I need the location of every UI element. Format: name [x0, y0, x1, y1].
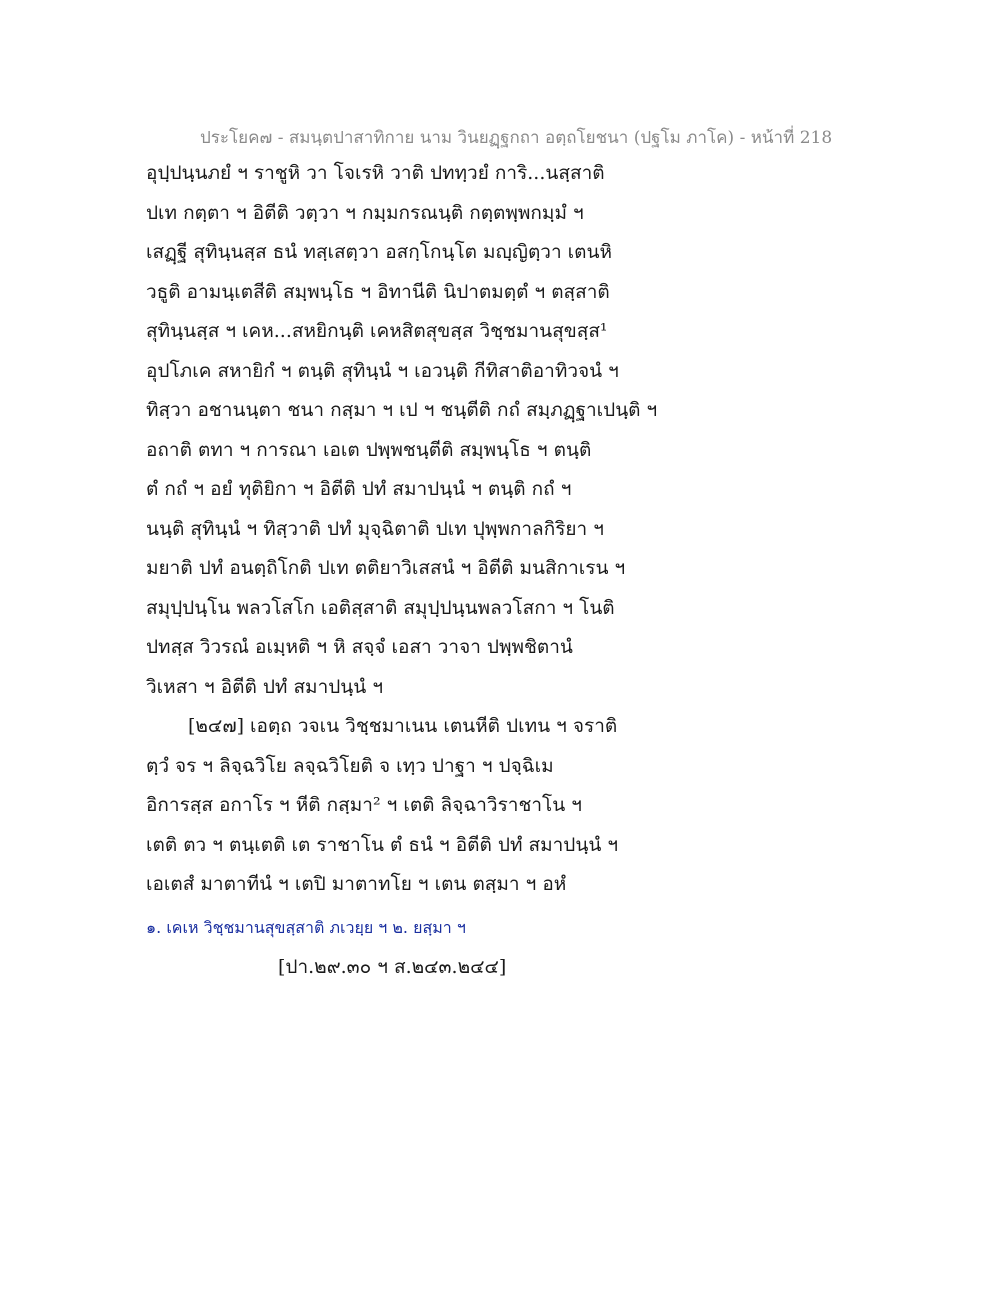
text-line: อุปโภเค สหายิกํ ฯ ตนฺติ สุทินฺนํ ฯ เอวนฺติ กีทิสาติอาทิวจนํ ฯ: [146, 359, 619, 382]
text-line: ตฺวํ จร ฯ ลิจฺฉวิโย ลจฺฉวิโยติ จ เทฺว ปาฐา ฯ ปจฺฉิเม: [146, 754, 554, 777]
page-reference: [ปา.๒๙.๓๐ ฯ ส.๒๔๓.๒๔๔]: [278, 956, 507, 978]
text-line: อถาติ ตทา ฯ การณา เอเต ปพฺพชนฺตีติ สมฺพนฺโธ ฯ ตนฺติ: [146, 438, 592, 461]
text-line: วธูติ อามนฺเตสีติ สมฺพนฺโธ ฯ อิทานีติ นิปาตมตฺตํ ฯ ตสฺสาติ: [146, 280, 610, 303]
text-line: นนฺติ สุทินฺนํ ฯ ทิสฺวาติ ปทํ มุจฺฉิตาติ ปเท ปุพฺพกาลกิริยา ฯ: [146, 517, 604, 540]
text-line: ปเท กตฺตา ฯ อิตีติ วตฺวา ฯ กมฺมกรณนฺติ กตฺตพฺพกมฺมํ ฯ: [146, 201, 584, 224]
text-line: อิการสฺส อกาโร ฯ หีติ กสฺมา² ฯ เตติ ลิจฺฉาวิราชาโน ฯ: [146, 794, 582, 816]
text-line: เสฏฺฐี สุทินฺนสฺส ธนํ ทสฺเสตฺวา อสกฺโกนฺโต มญฺญิตฺวา เตนหิ: [146, 241, 613, 263]
body-text: [146, 158, 706, 909]
text-line: สุทินฺนสฺส ฯ เคห...สหยิกนฺติ เคหสิตสุขสฺส วิชฺชมานสุขสฺส¹: [146, 320, 608, 342]
text-line: ทิสฺวา อชานนฺตา ชนา กสฺมา ฯ เป ฯ ชนฺตีติ กถํ สมฺภฏฺฐาเปนฺติ ฯ: [146, 399, 658, 421]
text-line: สมุปฺปนฺโน พลวโสโก เอติสฺสาติ สมุปฺปนฺนพลวโสกา ฯ โนติ: [146, 596, 615, 619]
text-line: วิเหสา ฯ อิตีติ ปทํ สมาปนฺนํ ฯ: [146, 675, 383, 698]
text-line: เตติ ตว ฯ ตนฺเตติ เต ราชาโน ตํ ธนํ ฯ อิตีติ ปทํ สมาปนฺนํ ฯ: [146, 833, 619, 856]
paragraph-start-line: [๒๔๗] เอตฺถ วจเน วิชฺชมาเนน เตนหีติ ปเทน ฯ จราติ: [188, 715, 618, 737]
text-line: ตํ กถํ ฯ อยํ ทุติยิกา ฯ อิตีติ ปทํ สมาปนฺนํ ฯ ตนฺติ กถํ ฯ: [146, 478, 572, 500]
footnote: ๑. เคเห วิชฺชมานสุขสฺสาติ ภเวยฺย ฯ ๒. ยสฺมา ฯ: [146, 918, 466, 937]
text-line: อุปฺปนฺนภยํ ฯ ราชูหิ วา โจเรหิ วาติ ปททฺวยํ การิ...นสฺสาติ: [146, 162, 605, 184]
text-line: มยาติ ปทํ อนตฺถิโกติ ปเท ตติยาวิเสสนํ ฯ อิตีติ มนสิกาเรน ฯ: [146, 557, 626, 579]
text-line: เอเตสํ มาตาทีนํ ฯ เตปิ มาตาทโย ฯ เตน ตสฺมา ฯ อหํ: [146, 873, 567, 895]
text-line: ปทสฺส วิวรณํ อเมฺหติ ฯ หิ สจฺจํ เอสา วาจา ปพฺพชิตานํ: [146, 636, 573, 658]
running-header: ประโยค๗ - สมนฺตปาสาทิกาย นาม วินยฏฺฐกถา อตฺถโยชนา (ปฐโม ภาโค) - หน้าที่ 218: [200, 128, 833, 148]
